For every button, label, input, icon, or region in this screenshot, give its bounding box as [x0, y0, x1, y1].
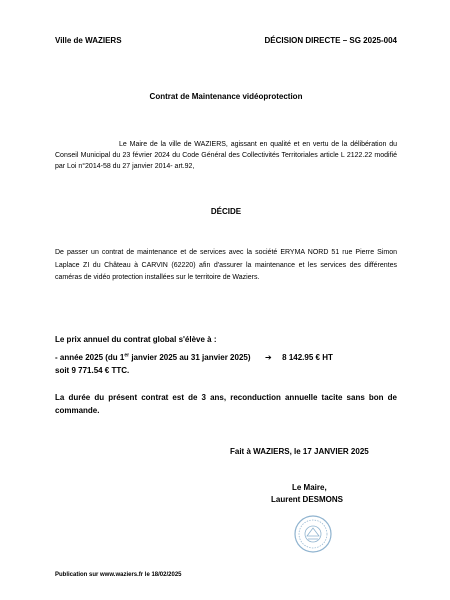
price-period-rest: janvier 2025 au 31 janvier 2025) [129, 353, 251, 362]
official-stamp [293, 514, 333, 554]
signatory-name: Laurent DESMONS [271, 495, 344, 504]
signatory-role: Le Maire, [292, 483, 327, 492]
decision-reference: DÉCISION DIRECTE – SG 2025-004 [264, 36, 397, 45]
price-intro: Le prix annuel du contrat global s'élève à : [55, 335, 217, 344]
contract-paragraph: De passer un contrat de maintenance et de services avec la société ERYMA NORD 51 rue Pierre Simon Laplace ZI du Château à CARVIN (62220) afin d'assurer la maintenance et les services des différentes caméras de vidéo protection installées sur le territoire de Waziers. [55, 249, 397, 281]
town-name: Ville de WAZIERS [55, 36, 122, 45]
preamble-paragraph: Le Maire de la ville de WAZIERS, agissant en qualité et en vertu de la délibération du Conseil Municipal du 23 février 2024 du Code Général des Collectivités Territoriales article L 2122.22 modifié par Loi n°2014-58 du 27 janvier 2014- art.92, [55, 141, 397, 170]
publication-footer: Publication sur www.waziers.fr le 18/02/2025 [55, 572, 182, 578]
price-period-sup: er [124, 352, 130, 359]
duration-paragraph: La durée du présent contrat est de 3 ans, reconduction annuelle tacite sans bon de commande. [55, 393, 397, 415]
arrow-icon: ➔ [264, 353, 272, 362]
price-ht: 8 142.95 € HT [282, 353, 333, 362]
price-ttc: soit 9 771.54 € TTC. [55, 366, 130, 375]
price-period-prefix: - année 2025 (du 1 [55, 353, 125, 362]
document-title: Contrat de Maintenance vidéoprotection [149, 92, 303, 101]
decide-heading: DÉCIDE [210, 207, 242, 216]
price-line [55, 352, 397, 364]
place-date: Fait à WAZIERS, le 17 JANVIER 2025 [230, 447, 369, 456]
